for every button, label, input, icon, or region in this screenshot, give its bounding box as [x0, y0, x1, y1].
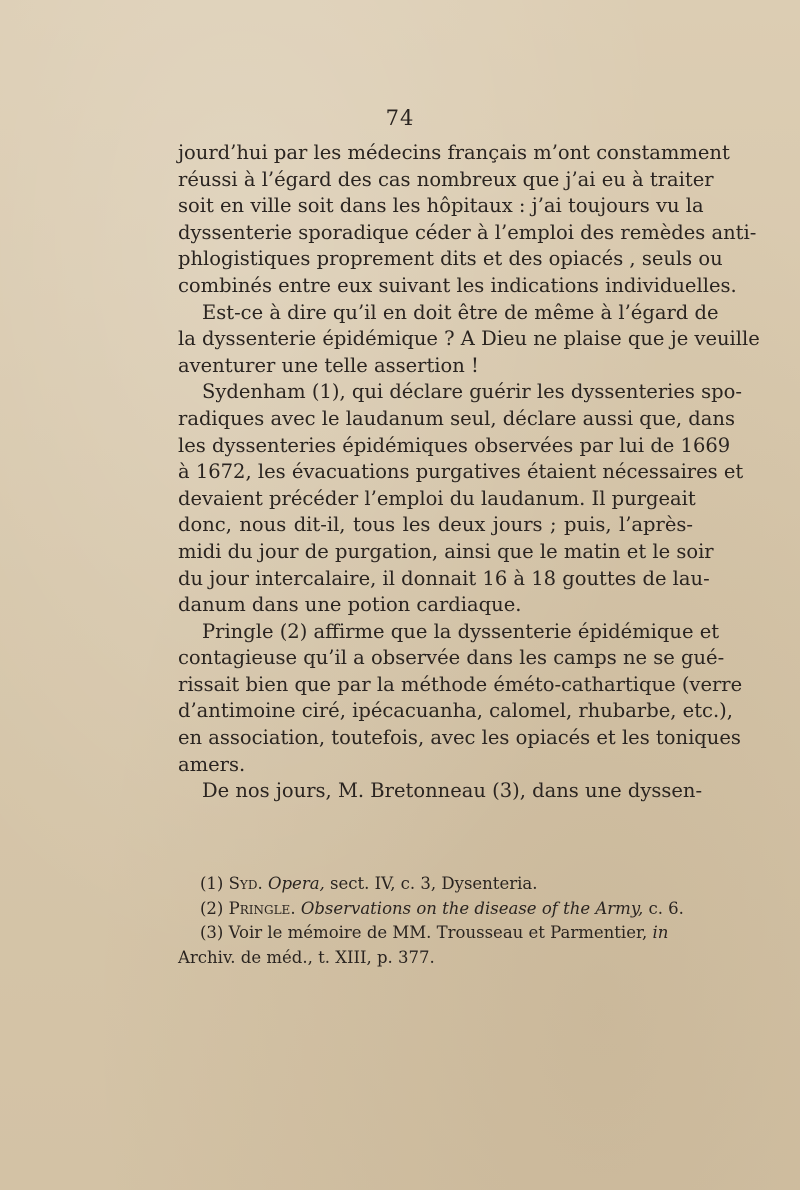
footnote-work: Opera,	[267, 874, 325, 893]
footnote-mark: (1)	[200, 874, 224, 893]
paragraph-1	[178, 140, 757, 300]
paragraph-5	[178, 778, 703, 805]
page-number: 74	[385, 106, 415, 130]
footnote-3-continuation	[178, 946, 693, 971]
footnote-text: Archiv. de méd., t. XIII, p. 377.	[178, 947, 435, 967]
text-line: Est-ce à dire qu’il en doit être de même à l’égard de	[202, 300, 719, 324]
paragraph-3	[178, 379, 744, 618]
text-line: Pringle (2) affirme que la dyssenterie épidémique et	[202, 619, 720, 643]
text-line: donc, nous dit-il, tous les deux jours ; puis, l’après-	[178, 513, 693, 537]
footnote-in: in	[652, 923, 669, 943]
text-line: la dyssenterie épidémique ? A Dieu ne plaise que je veuille	[178, 327, 760, 351]
footnote-reference: sect. IV, c. 3, Dysenteria.	[330, 874, 538, 893]
text-line: les dyssenteries épidémiques observées par lui de 1669	[178, 433, 731, 457]
footnotes	[178, 872, 693, 970]
footnote-1	[178, 872, 693, 897]
text-line: midi du jour de purgation, ainsi que le matin et le soir	[178, 539, 714, 563]
text-line: combinés entre eux suivant les indications individuelles.	[178, 273, 737, 297]
text-line: réussi à l’égard des cas nombreux que j’ai eu à traiter	[178, 167, 714, 191]
text-line: contagieuse qu’il a observée dans les camps ne se gué-	[178, 646, 725, 670]
footnote-2	[178, 897, 693, 922]
text-line: en association, toutefois, avec les opiacés et les toniques	[178, 726, 741, 750]
footnote-3	[178, 921, 693, 946]
paragraph-4	[178, 619, 743, 779]
text-line: amers.	[178, 752, 246, 776]
text-line: dyssenterie sporadique céder à l’emploi des remèdes anti-	[178, 220, 757, 244]
text-line: du jour intercalaire, il donnait 16 à 18 gouttes de lau-	[178, 566, 710, 590]
footnote-reference: c. 6.	[648, 898, 684, 918]
text-line: danum dans une potion cardiaque.	[178, 593, 522, 617]
paragraph-2	[178, 300, 760, 380]
text-line: rissait bien que par la méthode éméto-cathartique (verre	[178, 672, 743, 696]
text-line: Sydenham (1), qui déclare guérir les dyssenteries spo-	[202, 380, 742, 404]
text-line: devaient précéder l’emploi du laudanum. Il purgeait	[178, 486, 696, 510]
text-line: aventurer une telle assertion !	[178, 353, 479, 377]
text-line: phlogistiques proprement dits et des opiacés , seuls ou	[178, 247, 723, 271]
footnote-author: Syd.	[228, 874, 263, 893]
footnote-mark: (2)	[200, 898, 224, 918]
footnote-work: Observations on the disease of the Army,	[300, 898, 644, 918]
body-text	[178, 140, 760, 805]
text-line: De nos jours, M. Bretonneau (3), dans une dyssen-	[202, 779, 703, 803]
text-line: soit en ville soit dans les hôpitaux : j’ai toujours vu la	[178, 194, 704, 218]
text-line: à 1672, les évacuations purgatives étaient nécessaires et	[178, 460, 744, 484]
footnote-author: Pringle.	[228, 898, 296, 918]
text-line: radiques avec le laudanum seul, déclare aussi que, dans	[178, 406, 735, 430]
text-line: d’antimoine ciré, ipécacuanha, calomel, rhubarbe, etc.),	[178, 699, 733, 723]
footnote-text: (3) Voir le mémoire de MM. Trousseau et Parmentier,	[200, 923, 648, 943]
text-line: jourd’hui par les médecins français m’ont constamment	[178, 141, 730, 164]
